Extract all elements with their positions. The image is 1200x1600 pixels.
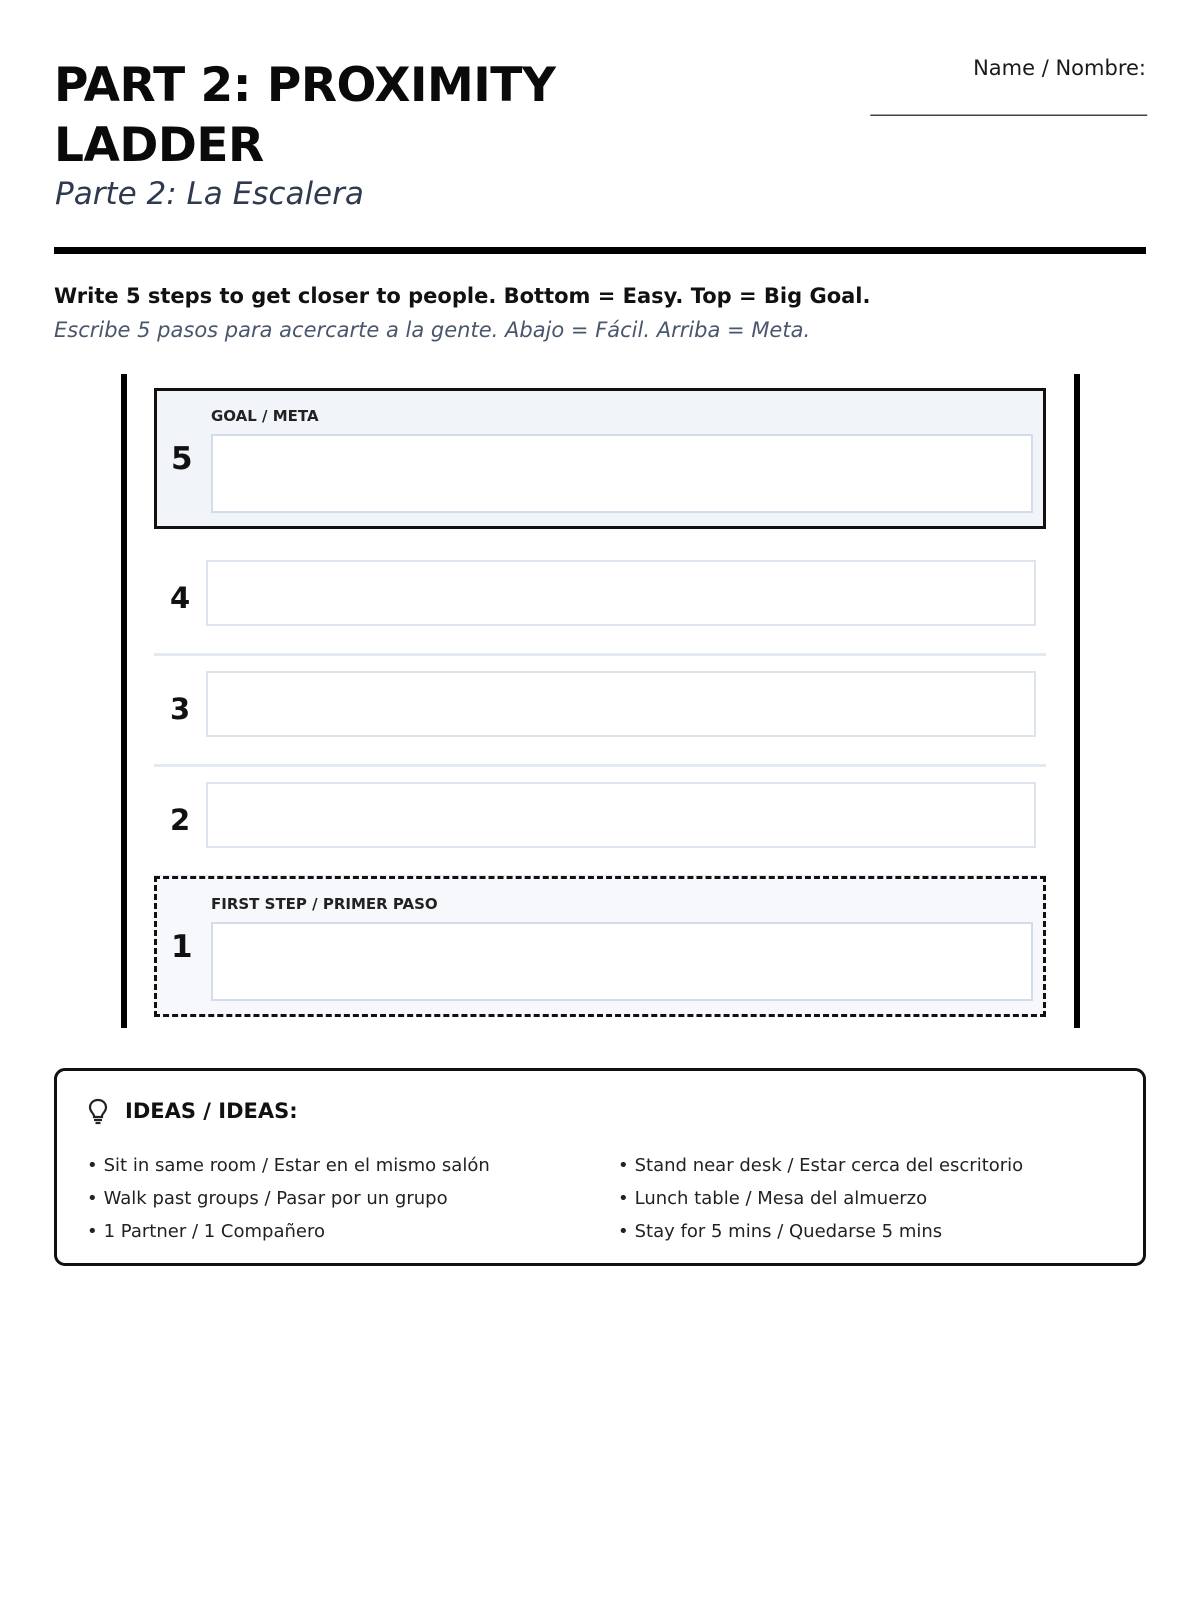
- step-divider: [154, 764, 1046, 767]
- step-4-input[interactable]: [206, 560, 1036, 626]
- ladder-rail-right: [1074, 374, 1080, 1028]
- instructions-spanish: Escribe 5 pasos para acercarte a la gente. Abajo = Fácil. Arriba = Meta.: [54, 318, 811, 342]
- ideas-header: [87, 1097, 298, 1125]
- step-number: 2: [170, 803, 191, 837]
- ladder-step-1-first: [154, 876, 1046, 1017]
- step-1-input[interactable]: [211, 922, 1033, 1001]
- name-field-line[interactable]: _____________________________: [870, 92, 1146, 116]
- step-label: FIRST STEP / PRIMER PASO: [211, 895, 438, 913]
- ladder-step-4: [154, 548, 1046, 656]
- idea-item: • Lunch table / Mesa del almuerzo: [618, 1188, 1023, 1221]
- lightbulb-icon: [87, 1097, 109, 1125]
- idea-item: • 1 Partner / 1 Compañero: [87, 1221, 490, 1254]
- instructions-english: Write 5 steps to get closer to people. Bottom = Easy. Top = Big Goal.: [54, 284, 871, 308]
- ideas-box: [54, 1068, 1146, 1266]
- page-subtitle: Parte 2: La Escalera: [55, 176, 364, 212]
- ideas-list-left: [87, 1155, 490, 1254]
- step-divider: [154, 653, 1046, 656]
- ladder-step-5-goal: [154, 388, 1046, 529]
- header-divider: [54, 247, 1146, 254]
- name-label: Name / Nombre:: [973, 56, 1146, 80]
- ideas-heading: IDEAS / IDEAS:: [125, 1099, 298, 1123]
- idea-item: • Stay for 5 mins / Quedarse 5 mins: [618, 1221, 1023, 1254]
- step-number: 3: [170, 692, 191, 726]
- idea-item: • Walk past groups / Pasar por un grupo: [87, 1188, 490, 1221]
- step-5-input[interactable]: [211, 434, 1033, 513]
- step-number: 5: [171, 441, 193, 477]
- ladder-rail-left: [121, 374, 127, 1028]
- step-number: 1: [171, 929, 193, 965]
- idea-item: • Sit in same room / Estar en el mismo salón: [87, 1155, 490, 1188]
- ladder-step-3: [154, 659, 1046, 767]
- step-3-input[interactable]: [206, 671, 1036, 737]
- idea-item: • Stand near desk / Estar cerca del escritorio: [618, 1155, 1023, 1188]
- ideas-list-right: [618, 1155, 1023, 1254]
- step-2-input[interactable]: [206, 782, 1036, 848]
- step-label: GOAL / META: [211, 407, 319, 425]
- step-number: 4: [170, 581, 191, 615]
- page-title: PART 2: PROXIMITY LADDER: [54, 58, 556, 173]
- ladder-step-2: [154, 770, 1046, 878]
